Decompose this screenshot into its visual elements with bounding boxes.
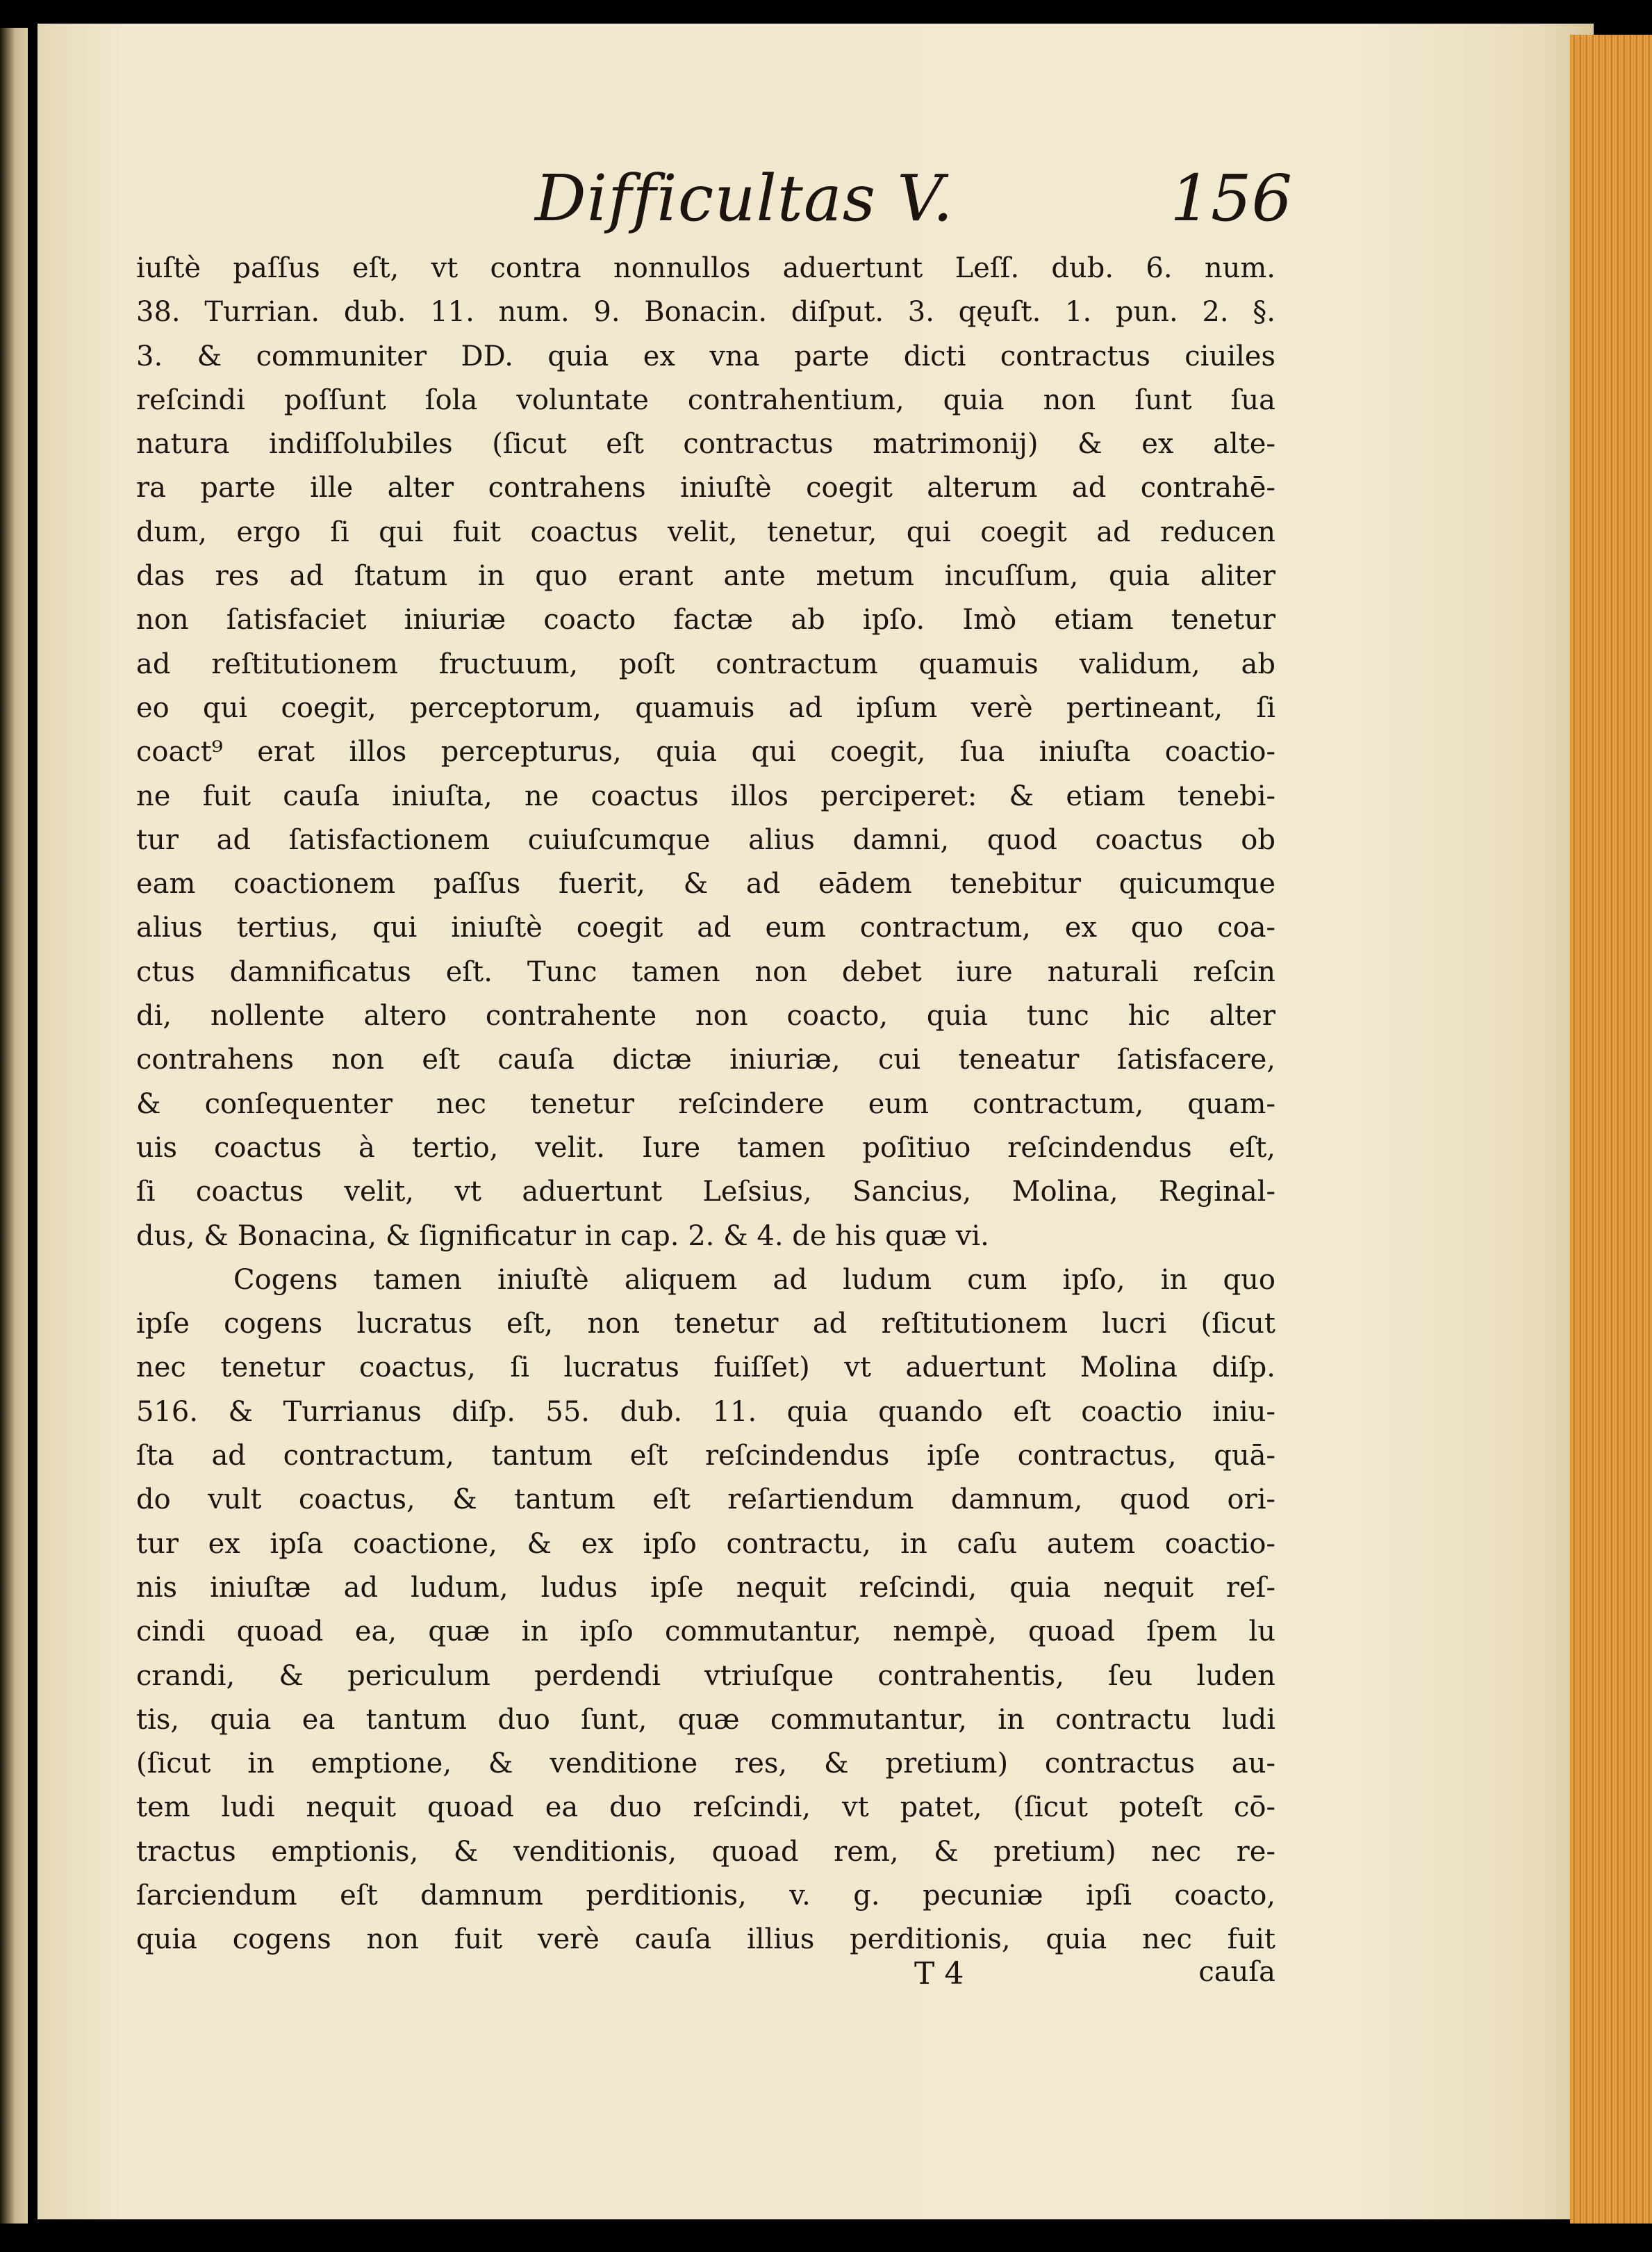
text-line: 38. Turrian. dub. 11. num. 9. Bonacin. diſput. 3. qęuſt. 1. pun. 2. §. [136, 296, 1275, 329]
text-line: tem ludi nequit quoad ea duo reſcindi, vt patet, (ſicut poteſt cō- [136, 1791, 1275, 1824]
text-line: ra parte ille alter contrahens iniuſtè coegit alterum ad contrahē- [136, 472, 1275, 504]
text-line: tractus emptionis, & venditionis, quoad rem, & pretium) nec re- [136, 1835, 1275, 1868]
text-line: eam coactionem paſſus fuerit, & ad eādem tenebitur quicumque [136, 868, 1275, 901]
running-title: Difficultas V. [535, 161, 954, 236]
text-line: (ſicut in emptione, & venditione res, & pretium) contractus au- [136, 1748, 1275, 1780]
text-line: ſta ad contractum, tantum eſt reſcindendus ipſe contractus, quā- [136, 1440, 1275, 1472]
text-line: dus, & Bonacina, & ſignificatur in cap. 2. & 4. de his quæ vi. [136, 1219, 989, 1252]
text-line: di, nollente altero contrahente non coacto, quia tunc hic alter [136, 1000, 1275, 1033]
page-body-text [136, 247, 1275, 1962]
text-line: contrahens non eſt cauſa dictæ iniuriæ, cui teneatur ſatisfacere, [136, 1044, 1275, 1076]
text-line: tur ad ſatisfactionem cuiuſcumque alius damni, quod coactus ob [136, 823, 1275, 856]
text-line: dum, ergo ſi qui fuit coactus velit, tenetur, qui coegit ad reducen [136, 516, 1275, 548]
text-line: Cogens tamen iniuſtè aliquem ad ludum cum ipſo, in quo [233, 1263, 1275, 1296]
text-line: uis coactus à tertio, velit. Iure tamen poſitiuo reſcindendus eſt, [136, 1131, 1275, 1164]
text-line: coact⁹ erat illos percepturus, quia qui coegit, ſua iniuſta coactio- [136, 736, 1275, 769]
text-line: crandi, & periculum perdendi vtriuſque contrahentis, ſeu luden [136, 1659, 1275, 1692]
text-line: & conſequenter nec tenetur reſcindere eum contractum, quam- [136, 1087, 1275, 1120]
page-footer [136, 1956, 1275, 2005]
text-line: ſi coactus velit, vt aduertunt Leſsius, Sancius, Molina, Reginal- [136, 1176, 1275, 1208]
previous-page-edge [0, 28, 28, 2224]
text-line: natura indiſſolubiles (ſicut eſt contractus matrimonij) & ex alte- [136, 428, 1275, 461]
text-line: ctus damnificatus eſt. Tunc tamen non debet iure naturali reſcin [136, 955, 1275, 988]
text-line: non ſatisfaciet iniuriæ coacto factæ ab ipſo. Imò etiam tenetur [136, 604, 1275, 636]
text-line: quia cogens non fuit verè cauſa illius perditionis, quia nec fuit [136, 1923, 1275, 1956]
text-line: cindi quoad ea, quæ in ipſo commutantur, nempè, quoad ſpem lu [136, 1616, 1275, 1648]
catchword: cauſa [1198, 1956, 1275, 1988]
text-line: das res ad ſtatum in quo erant ante metum incuſſum, quia aliter [136, 560, 1275, 593]
text-line: reſcindi poſſunt ſola voluntate contrahentium, quia non ſunt ſua [136, 384, 1275, 416]
page-header [118, 154, 1292, 258]
text-line: nis iniuſtæ ad ludum, ludus ipſe nequit reſcindi, quia nequit reſ- [136, 1571, 1275, 1604]
text-line: ipſe cogens lucratus eſt, non tenetur ad reſtitutionem lucri (ſicut [136, 1308, 1275, 1340]
text-line: iuſtè paſſus eſt, vt contra nonnullos aduertunt Leſſ. dub. 6. num. [136, 252, 1275, 284]
signature-mark: T 4 [914, 1956, 964, 1991]
text-line: ſarciendum eſt damnum perditionis, v. g. pecuniæ ipſi coacto, [136, 1879, 1275, 1912]
text-line: eo qui coegit, perceptorum, quamuis ad ipſum verè pertineant, ſi [136, 691, 1275, 724]
text-line: tur ex ipſa coactione, & ex ipſo contractu, in caſu autem coactio- [136, 1527, 1275, 1560]
text-line: alius tertius, qui iniuſtè coegit ad eum contractum, ex quo coa- [136, 912, 1275, 944]
text-line: do vult coactus, & tantum eſt reſartiendum damnum, quod ori- [136, 1483, 1275, 1516]
text-line: ne fuit cauſa iniuſta, ne coactus illos perciperet: & etiam tenebi- [136, 780, 1275, 812]
text-line: ad reſtitutionem fructuum, poſt contractum quamuis validum, ab [136, 648, 1275, 680]
text-line: nec tenetur coactus, ſi lucratus fuiſſet) vt aduertunt Molina diſp. [136, 1351, 1275, 1384]
text-line: 3. & communiter DD. quia ex vna parte dicti contractus ciuiles [136, 340, 1275, 372]
text-line: 516. & Turrianus diſp. 55. dub. 11. quia quando eſt coactio iniu- [136, 1395, 1275, 1428]
text-line: tis, quia ea tantum duo ſunt, quæ commutantur, in contractu ludi [136, 1703, 1275, 1736]
book-fore-edge [1570, 35, 1652, 2224]
page-number: 156 [1170, 161, 1292, 236]
